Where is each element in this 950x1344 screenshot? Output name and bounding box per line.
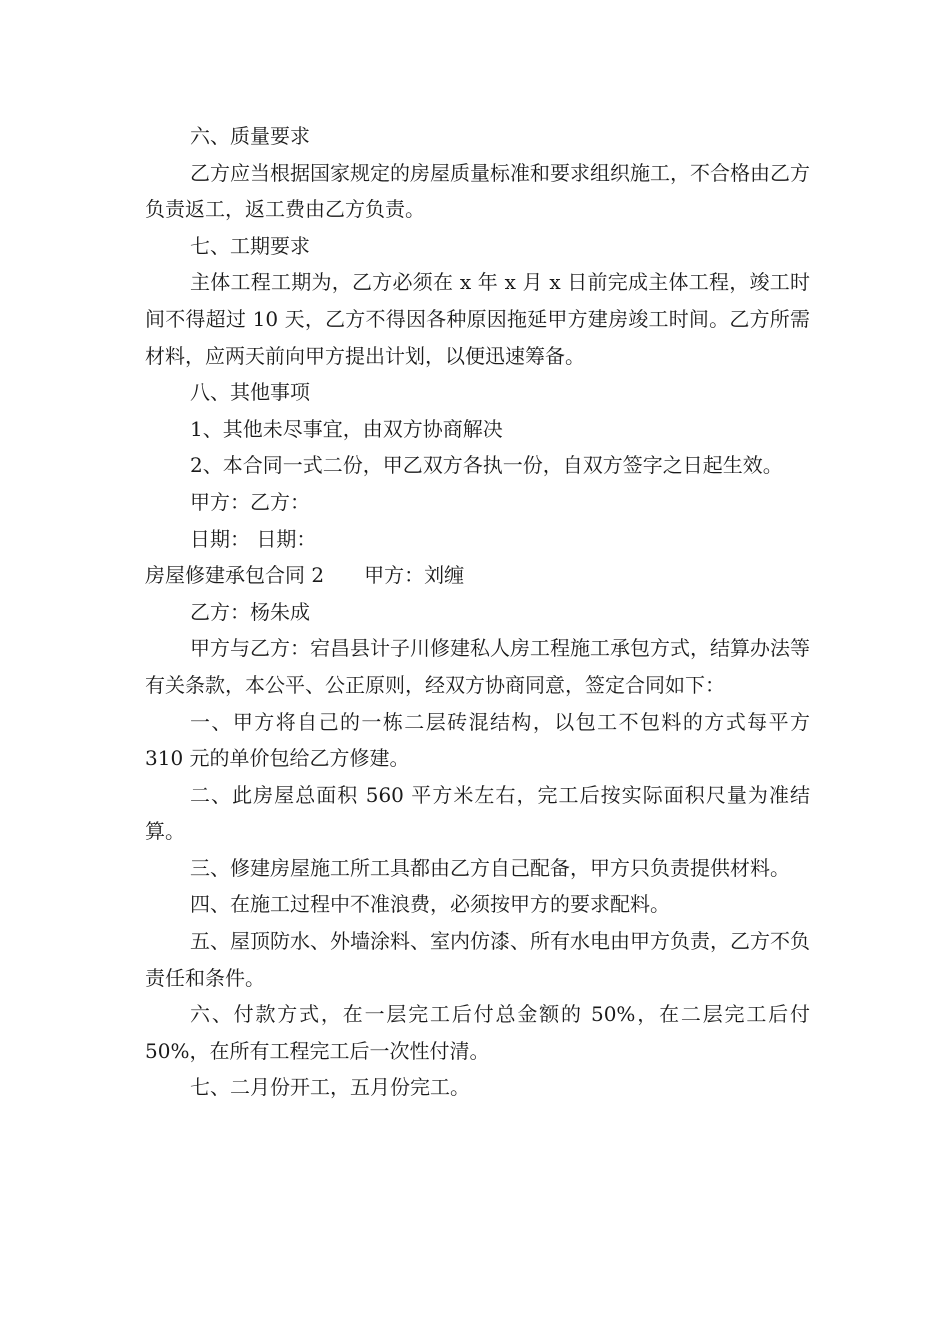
contract2-clause-4: 四、在施工过程中不准浪费，必须按甲方的要求配料。 (190, 892, 670, 917)
contract2-clause-5: 五、屋顶防水、外墙涂料、室内仿漆、所有水电由甲方负责，乙方不负责任和条件。 (145, 929, 810, 990)
section-heading-schedule: 七、工期要求 (190, 233, 310, 258)
paragraph-other-2: 2、本合同一式二份，甲乙双方各执一份，自双方签字之日起生效。 (190, 453, 783, 478)
signature-parties: 甲方：乙方： (190, 489, 310, 514)
paragraph-quality: 乙方应当根据国家规定的房屋质量标准和要求组织施工，不合格由乙方负责返工，返工费由乙方负责。 (145, 160, 810, 222)
document-body (145, 118, 810, 1106)
contract2-title-line (145, 557, 810, 594)
signature-dates: 日期： 日期： (190, 526, 317, 551)
contract2-title: 房屋修建承包合同 2 (145, 563, 325, 588)
contract2-clause-1: 一、甲方将自己的一栋二层砖混结构，以包工不包料的方式每平方 310 元的单价包给乙方修建。 (145, 709, 810, 771)
contract2-clause-2: 二、此房屋总面积 560 平方米左右，完工后按实际面积尺量为准结算。 (145, 782, 810, 844)
contract2-clause-7: 七、二月份开工，五月份完工。 (190, 1075, 470, 1100)
section-heading-quality: 六、质量要求 (190, 124, 310, 148)
contract2-party-b: 乙方：杨朱成 (190, 599, 310, 624)
paragraph-other-1: 1、其他未尽事宜，由双方协商解决 (190, 416, 503, 441)
section-heading-other: 八、其他事项 (190, 380, 310, 405)
contract2-clause-6: 六、付款方式，在一层完工后付总金额的 50%，在二层完工后付 50%，在所有工程完工后一次性付清。 (145, 1002, 810, 1063)
contract2-party-a: 甲方：刘缠 (364, 563, 465, 588)
contract2-clause-3: 三、修建房屋施工所工具都由乙方自己配备，甲方只负责提供材料。 (190, 855, 790, 880)
contract2-intro: 甲方与乙方：宕昌县计子川修建私人房工程施工承包方式，结算办法等有关条款，本公平、公正原则，经双方协商同意，签定合同如下： (145, 636, 810, 697)
paragraph-schedule: 主体工程工期为，乙方必须在 x 年 x 月 x 日前完成主体工程，竣工时间不得超过 10 天，乙方不得因各种原因拖延甲方建房竣工时间。乙方所需材料，应两天前向甲方提出计划，以便迅速筹备。 (145, 270, 810, 368)
